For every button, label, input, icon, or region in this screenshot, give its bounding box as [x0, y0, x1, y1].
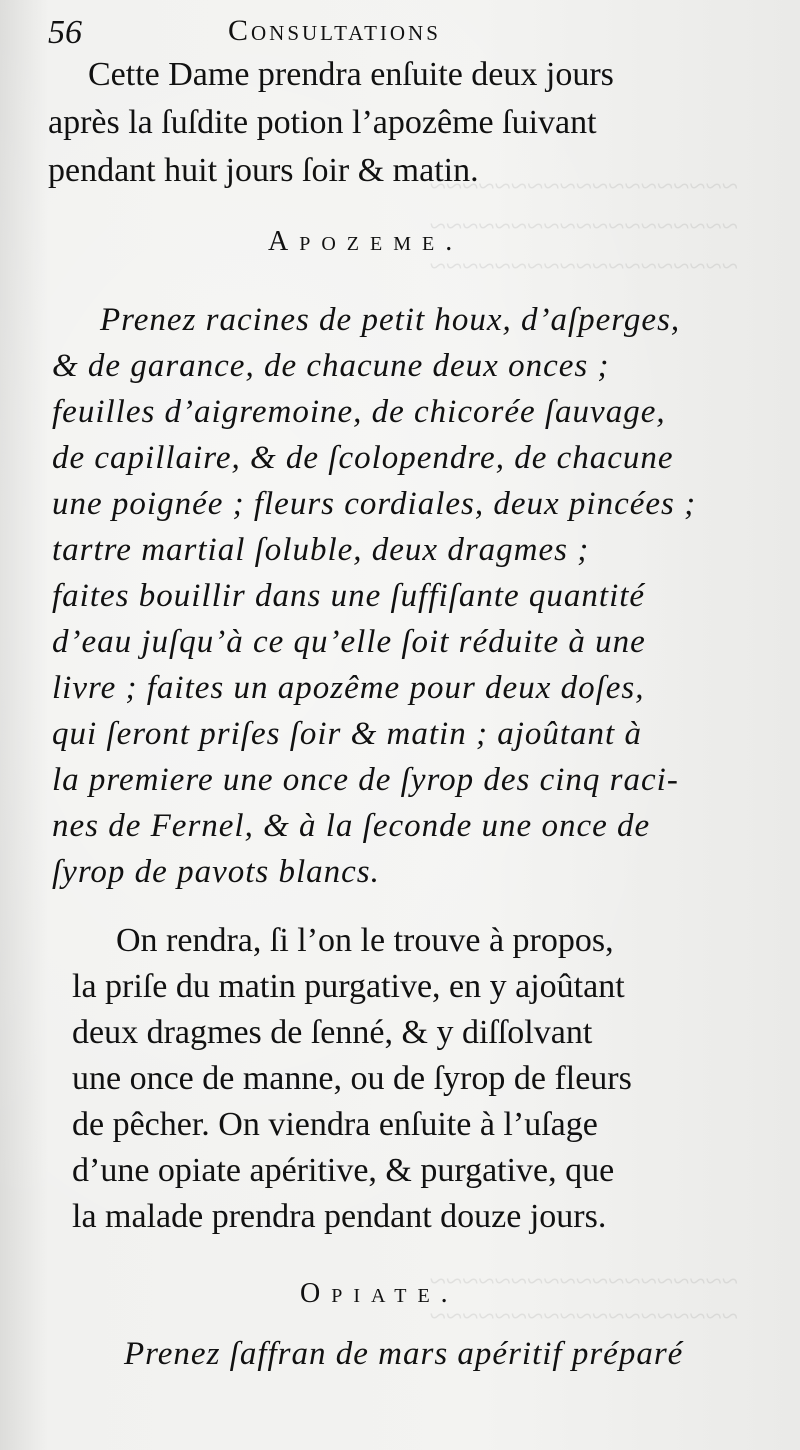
recipe-line: Prenez ſaffran de mars apéritif préparé	[124, 1336, 684, 1372]
recipe-line: livre ; faites un apozême pour deux doſes,	[52, 670, 645, 706]
recipe-line: faites bouillir dans une ſuffiſante quantité	[52, 578, 646, 614]
show-through-mark: ~~~~~~~~~~~~~~~~~~~	[430, 1265, 739, 1298]
section-heading-opiate: Opiate.	[300, 1278, 459, 1309]
text-line: une once de manne, ou de ſyrop de fleurs	[72, 1060, 632, 1097]
recipe-line: ſyrop de pavots blancs.	[52, 854, 380, 890]
recipe-line: une poignée ; fleurs cordiales, deux pincées ;	[52, 486, 697, 522]
recipe-line: qui ſeront priſes ſoir & matin ; ajoûtant à	[52, 716, 642, 752]
recipe-line: Prenez racines de petit houx, d’aſperges,	[100, 302, 681, 338]
text-line: On rendra, ſi l’on le trouve à propos,	[116, 922, 614, 959]
page-header	[48, 10, 748, 56]
recipe-line: feuilles d’aigremoine, de chicorée ſauvage,	[52, 394, 666, 430]
text-line: d’une opiate apéritive, & purgative, que	[72, 1152, 615, 1189]
recipe-line: la premiere une once de ſyrop des cinq raci-	[52, 762, 679, 798]
show-through-mark: ~~~~~~~~~~~~~~~~~~~	[430, 170, 739, 203]
section-heading-apozeme: Apozeme.	[268, 226, 464, 257]
text-line: Cette Dame prendra enſuite deux jours	[88, 56, 614, 93]
show-through-mark: ~~~~~~~~~~~~~~~~~~~	[430, 250, 739, 283]
show-through-mark: ~~~~~~~~~~~~~~~~~~~	[430, 1300, 739, 1333]
text-line: la malade prendra pendant douze jours.	[72, 1198, 607, 1235]
text-line: pendant huit jours ſoir & matin.	[48, 152, 479, 189]
text-line: de pêcher. On viendra enſuite à l’uſage	[72, 1106, 598, 1143]
page-number: 56	[48, 14, 82, 51]
recipe-line: d’eau juſqu’à ce qu’elle ſoit réduite à une	[52, 624, 646, 660]
text-line: après la ſuſdite potion l’apozême ſuivant	[48, 104, 597, 141]
running-title: Consultations	[228, 14, 441, 47]
text-line: deux dragmes de ſenné, & y diſſolvant	[72, 1014, 593, 1051]
recipe-line: nes de Fernel, & à la ſeconde une once de	[52, 808, 651, 844]
recipe-line: de capillaire, & de ſcolopendre, de chacune	[52, 440, 674, 476]
show-through-mark: ~~~~~~~~~~~~~~~~~~~	[430, 210, 739, 243]
recipe-line: tartre martial ſoluble, deux dragmes ;	[52, 532, 590, 568]
recipe-line: & de garance, de chacune deux onces ;	[52, 348, 610, 384]
text-line: la priſe du matin purgative, en y ajoûtant	[72, 968, 625, 1005]
